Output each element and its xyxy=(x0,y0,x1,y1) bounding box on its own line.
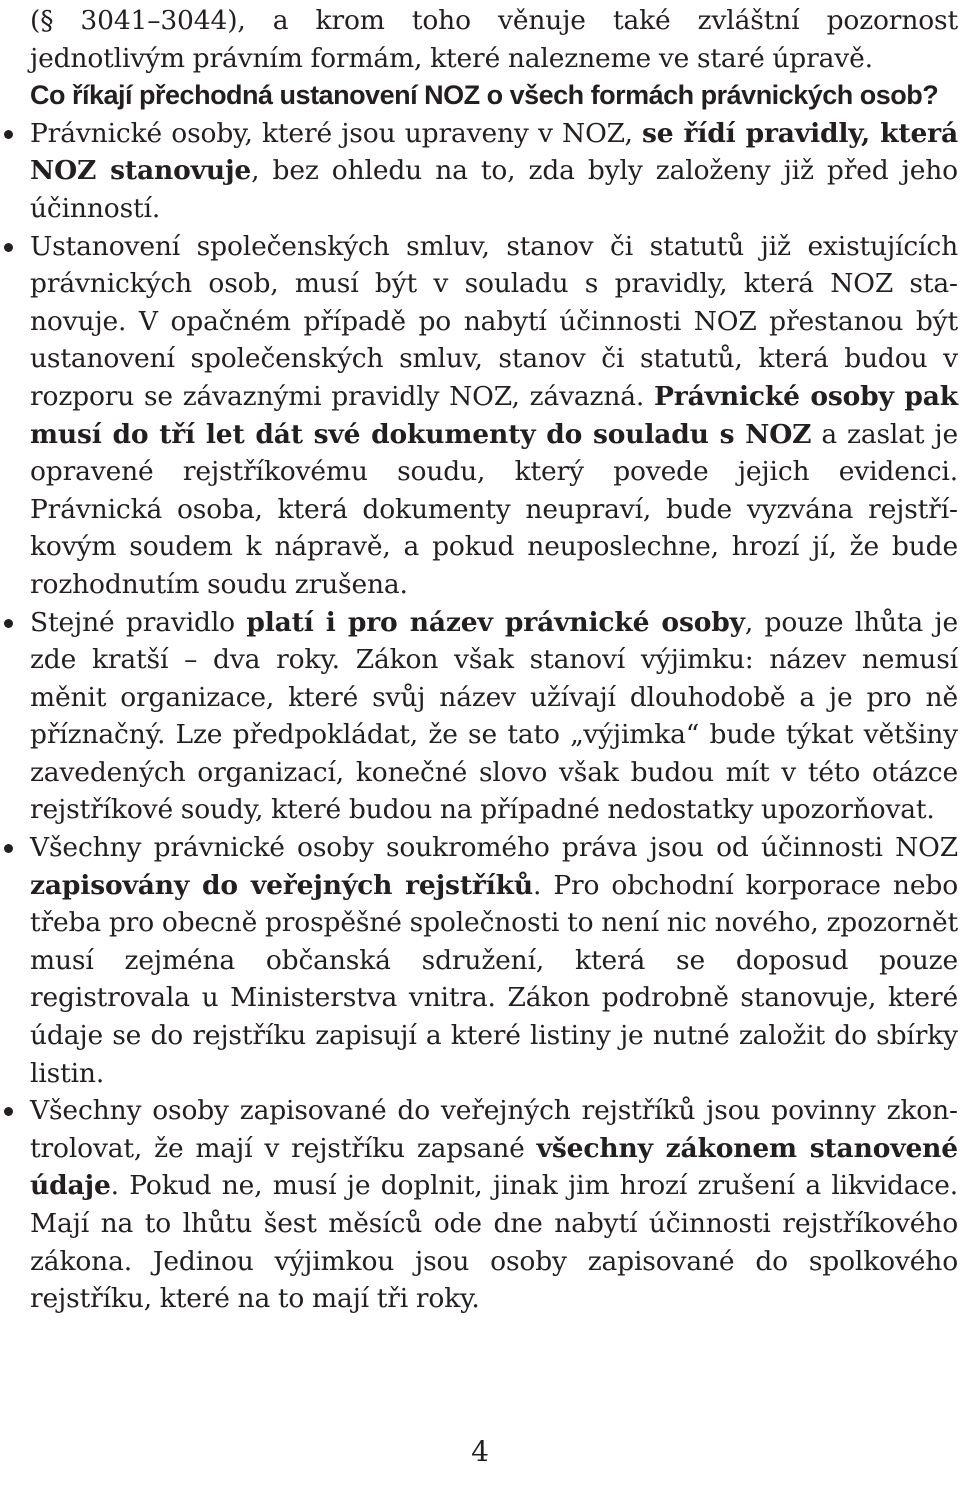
bold-text-segment: se řídí pravidly, která NOZ stanovuje xyxy=(30,117,958,187)
text-segment: , bez ohledu na to, zda byly založeny již před jeho účinností. xyxy=(30,155,958,224)
bullet-point-icon xyxy=(4,243,13,252)
bullet-list xyxy=(30,115,958,1318)
bold-text-segment: platí i pro název právnické osoby xyxy=(246,606,745,638)
text-segment: , pouze lhůta je zde kratší – dva roky. Zákon však stanoví výjimku: název nemusí měnit organizace, které svůj název užívají dlouhodobě a je pro ně příznačný. Lze předpokládat, že se tato „výjimka“ bude týkat většiny zavedených organizací, konečné slovo však budou mít v této otázce rejstříkové soudy, které budou na případné nedostatky upozorňovat. xyxy=(30,606,958,826)
bullet-point-icon xyxy=(4,844,13,853)
bullet-point-icon xyxy=(4,1107,13,1116)
text-segment: . Pro obchodní korporace nebo třeba pro obecně prospěšné společnosti to není nic nového, zpozornět musí zejména občanská sdružení, která se doposud pouze registrovala u Ministerstva vnitra. Zákon podrobně stanovuje, které údaje se do rejstříku zapisují a které listiny je nutné založit do sbírky listin. xyxy=(30,869,958,1089)
bold-text-segment: všechny zákonem stanovené údaje xyxy=(30,1132,958,1202)
text-segment: . Pokud ne, musí je doplnit, jinak jim hrozí zrušení a likvidace. Mají na to lhůtu šest měsíců ode dne nabytí účinnosti rejstříkového zákona. Jedinou výjimkou jsou osoby zapisované do spolkového rejstříku, které na to mají tři roky. xyxy=(30,1170,958,1315)
page-number: 4 xyxy=(471,1435,489,1468)
bullet-item xyxy=(30,1092,958,1318)
text-segment: Všechny právnické osoby soukromého práva jsou od účinnosti NOZ xyxy=(30,832,958,864)
bold-text-segment: zapisovány do veřejných rejstříků xyxy=(30,869,533,901)
text-segment: Ustanovení společenských smluv, stanov či statutů již existujících právnických osob, musí být v souladu s pravidly, která NOZ stanovuje. V opačném případě po nabytí účinnosti NOZ přestanou být ustanovení společenských smluv, stanov či statutů, která budou v rozporu se závaznými pravidly NOZ, závazná. xyxy=(30,230,958,412)
bullet-point-icon xyxy=(4,619,13,628)
bullet-item xyxy=(30,829,958,1092)
bullet-point-icon xyxy=(4,130,13,139)
bullet-item xyxy=(30,604,958,830)
text-segment: Stejné pravidlo xyxy=(30,606,247,638)
text-segment: Všechny osoby zapisované do veřejných rejstříků jsou povinny zkontrolovat, že mají v rejstříku zapsané xyxy=(30,1095,958,1164)
bold-text-segment: Právnické osoby pak musí do tří let dát své dokumenty do souladu s NOZ xyxy=(30,380,958,450)
text-segment: a zaslat je opravené rejstříkovému soudu, který povede jejich evidenci. Právnická osoba, která dokumenty neupraví, bude vyzvána rejstříkovým soudem k nápravě, a pokud neuposlechne, hrozí jí, že bude rozhodnutím soudu zrušena. xyxy=(30,418,959,600)
page-content xyxy=(30,2,958,1318)
bullet-item xyxy=(30,228,958,604)
intro-paragraph: (§ 3041–3044), a krom toho věnuje také zvláštní pozornost jednotlivým právním formám, které nalezneme ve staré úpravě. xyxy=(30,5,958,74)
text-segment: Právnické osoby, které jsou upraveny v NOZ, xyxy=(30,117,642,149)
bullet-item xyxy=(30,115,958,228)
section-heading: Co říkají přechodná ustanovení NOZ o všech formách právnických osob? xyxy=(30,80,939,111)
